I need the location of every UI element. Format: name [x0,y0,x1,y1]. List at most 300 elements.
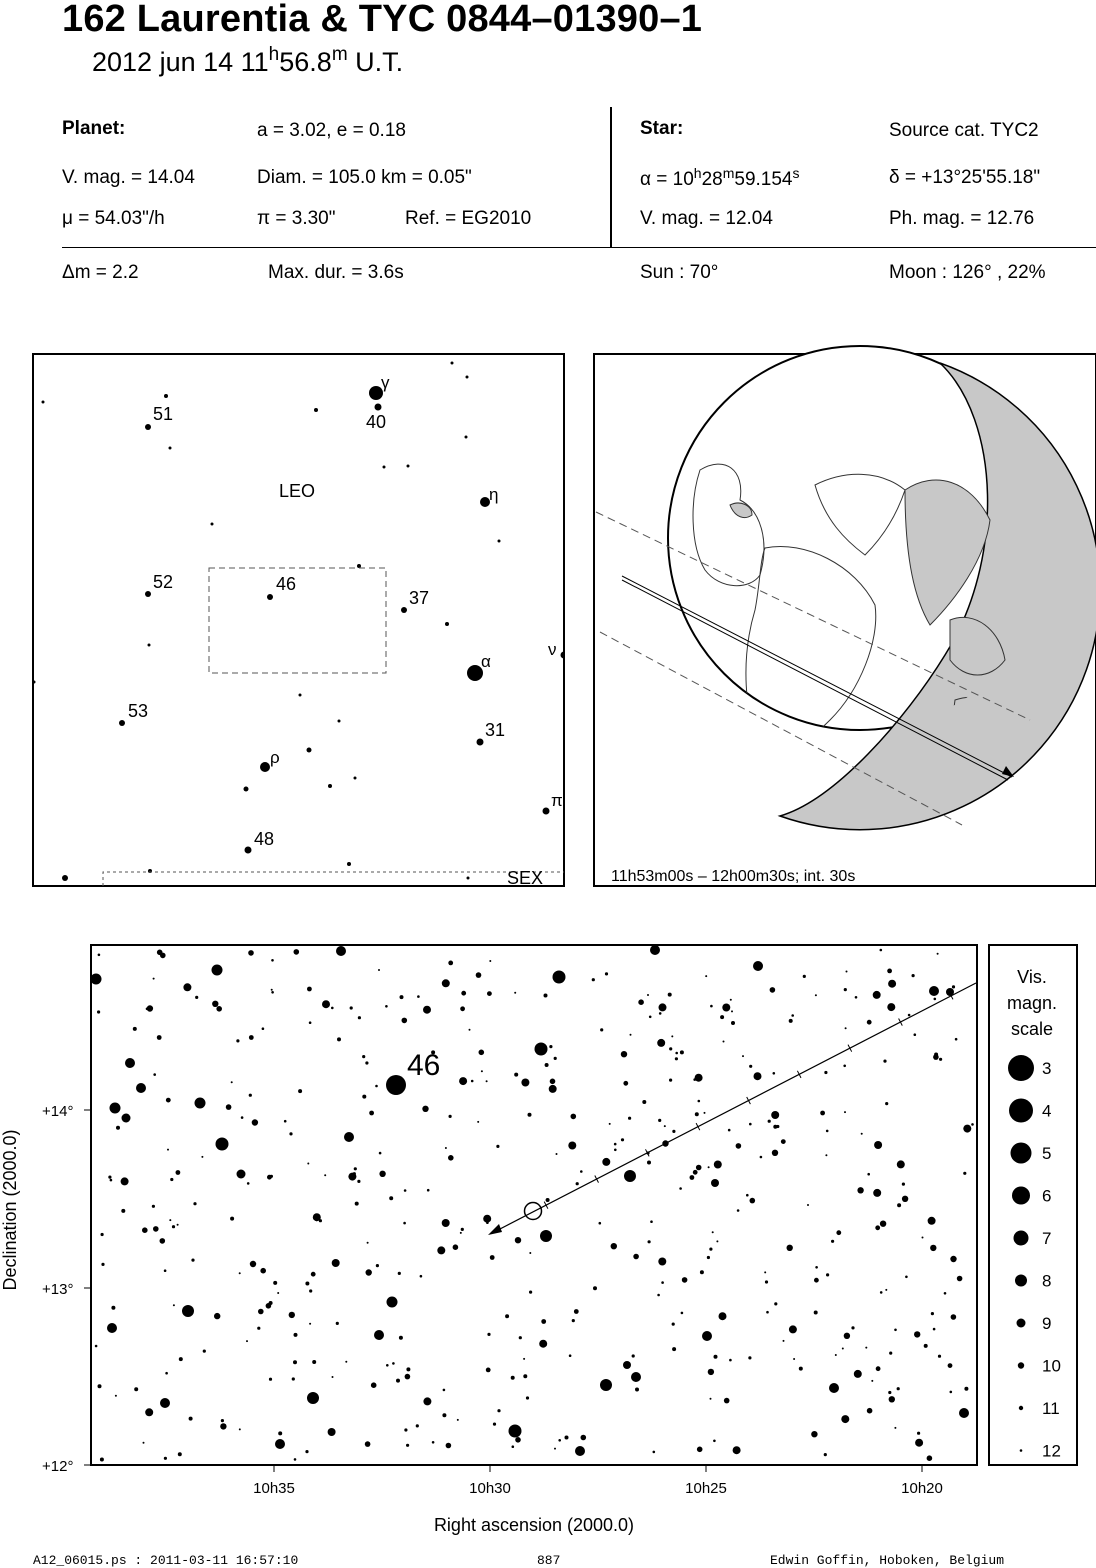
finder-star [466,376,469,379]
chart-star [350,1006,353,1009]
chart-star [831,1240,834,1243]
chart-star [865,1347,867,1349]
chart-star [469,1029,471,1031]
chart-star [880,1291,883,1294]
chart-star [108,1176,111,1179]
finder-star [169,447,172,450]
chart-star [269,1378,272,1381]
legend-magnitude-label: 8 [1042,1271,1052,1291]
star-46-label: 46 [407,1049,441,1082]
chart-star [614,1149,617,1152]
chart-star [241,1116,244,1119]
chart-star [914,1331,920,1337]
chart-star [239,1428,241,1430]
finder-label-46: 46 [276,574,297,594]
chart-star [417,995,420,998]
legend-magnitude-label: 3 [1042,1059,1052,1078]
chart-star [820,1111,825,1116]
magnitude-legend-title [1007,967,1057,1039]
chart-star [519,1336,522,1339]
star-right-ascension: $\alpha = 10^h28^m59.154^s$ [640,165,800,190]
chart-star [708,1166,710,1168]
chart-star [825,1154,827,1156]
star-chart-frame [91,945,977,1465]
chart-star [754,1072,762,1080]
chart-star [669,1079,672,1082]
finder-star [245,847,252,854]
chart-star-bright [110,1103,121,1114]
chart-star [110,1179,113,1182]
chart-star [723,1041,725,1043]
chart-star [908,1014,911,1017]
chart-star [836,1230,841,1235]
chart-star [661,1281,664,1284]
chart-star [545,1063,549,1067]
chart-star [883,1060,886,1063]
chart-star [371,1382,377,1388]
finder-labels [128,373,563,888]
chart-star [257,1327,260,1330]
globe-time-caption: 11h53m00s – 12h00m30s; int. 30s [611,868,856,885]
chart-star [880,1221,886,1227]
chart-star-bright [829,1383,839,1393]
finder-star [244,787,249,792]
chart-star [316,1219,318,1221]
chart-star [269,1301,273,1305]
chart-star [698,1100,701,1103]
chart-star [614,1143,617,1146]
chart-star [170,1178,173,1181]
chart-star [922,1237,924,1239]
chart-star [957,1276,963,1282]
chart-star [773,1072,776,1075]
chart-star [889,1352,892,1355]
chart-star [971,1123,974,1126]
chart-star [658,1119,661,1122]
chart-star [554,1448,556,1450]
chart-star [337,1037,341,1041]
chart-star [358,1016,361,1019]
chart-star-bright [195,1098,206,1109]
chart-star [336,1322,339,1325]
chart-star-bright [125,1058,135,1068]
chart-star [345,1361,347,1363]
chart-star [332,1376,334,1378]
footer-page: 887 [537,1553,561,1568]
legend-magnitude-label: 12 [1042,1441,1061,1461]
chart-star [284,1120,287,1123]
chart-star-bright [575,1446,585,1456]
chart-star [730,999,732,1001]
chart-star [568,1142,576,1150]
chart-star [867,1020,872,1025]
finder-star [445,622,449,626]
finder-star [145,591,151,597]
legend-magnitude-label: 4 [1042,1101,1052,1121]
chart-star [737,1209,740,1212]
finder-label-51: 51 [153,404,174,424]
chart-star [889,1396,895,1402]
chart-star [576,1182,579,1185]
chart-star [681,1312,684,1315]
chart-star [714,1161,722,1169]
chart-star [928,1217,936,1225]
chart-star [657,1039,665,1047]
chart-star [964,1387,968,1391]
legend-magnitude-symbol [1020,1449,1023,1452]
chart-star [432,1441,435,1444]
chart-star [546,1198,550,1202]
chart-star [826,1273,829,1276]
chart-star [489,960,491,962]
chart-star [486,1368,491,1373]
finder-star [467,877,470,880]
chart-star [490,1255,495,1260]
chart-star [844,1333,850,1339]
chart-star [403,1222,406,1225]
chart-star [178,1452,182,1456]
finder-star [401,607,407,613]
finder-star [375,404,382,411]
finder-star [260,762,270,772]
finder-label-eta: η [489,485,499,504]
chart-star [405,1374,411,1380]
chart-star [101,1263,104,1266]
chart-star [512,1445,515,1448]
chart-star [121,1209,125,1213]
chart-star [933,1328,936,1331]
magnitude-legend-items [1008,1055,1061,1461]
chart-star [101,1233,104,1236]
chart-star [955,1038,958,1041]
chart-star [642,1100,646,1104]
chart-star [844,1111,846,1113]
finder-label-alpha: α [481,652,491,671]
chart-star [443,1389,446,1392]
chart-star [854,1370,862,1378]
chart-star [939,1058,942,1061]
legend-magnitude-symbol [1008,1055,1034,1081]
chart-star [294,1458,297,1461]
chart-star [635,1388,639,1392]
finder-label-40: 40 [366,412,387,432]
chart-star [888,980,896,988]
finder-star [314,408,318,412]
chart-star-bright [702,1331,712,1341]
chart-star [799,1367,803,1371]
chart-star [445,1147,447,1149]
chart-star [931,1312,934,1315]
finder-star [407,465,410,468]
chart-star [623,1081,628,1086]
star-46 [386,1075,406,1095]
finder-star [451,362,454,365]
legend-magnitude-label: 11 [1042,1399,1060,1418]
chart-star [905,1276,908,1279]
chart-star [95,1345,98,1348]
chart-star [581,1435,587,1441]
chart-star-bright [387,1297,398,1308]
legend-magnitude-symbol [1009,1099,1033,1123]
chart-star [289,1312,295,1318]
chart-star [529,1291,532,1294]
ra-tick-label-1025: 10h25 [685,1480,727,1497]
chart-star [731,1021,735,1025]
chart-star [322,1000,330,1008]
dec-tick-label-12: +12° [42,1458,74,1475]
chart-star [558,1439,561,1442]
event-datetime: 2012 jun 14 11$^h$56.8$^m$ U.T. [92,44,404,77]
chart-star [366,1269,372,1275]
star-heading: Star: [640,118,684,139]
chart-star [912,974,915,977]
finder-star [347,862,351,866]
chart-star [166,1098,171,1103]
chart-star [461,1228,464,1231]
chart-star [250,1261,256,1267]
chart-star [212,1001,218,1007]
chart-star [278,1431,282,1435]
chart-star-bright [535,1043,548,1056]
planet-orbit: a = 3.02, e = 0.18 [257,120,406,141]
chart-star [331,1007,334,1010]
chart-star-bright [374,1330,384,1340]
chart-star [695,1074,703,1082]
chart-star [599,1222,602,1225]
chart-star [722,1004,730,1012]
chart-star [328,1428,336,1436]
chart-star [476,972,482,978]
chart-star [952,985,955,988]
chart-star [486,1080,488,1082]
chart-star [201,1156,203,1158]
chart-star [479,1050,485,1056]
chart-star [736,1143,742,1149]
chart-star [277,1292,279,1294]
chart-star [247,1182,250,1185]
legend-magnitude-symbol [1017,1319,1026,1328]
chart-star [353,1172,356,1175]
neighbor-constellation-label: SEX [507,868,544,888]
chart-star [332,1259,340,1267]
chart-star [894,1329,897,1332]
chart-star [593,1286,597,1290]
chart-star [142,1227,148,1233]
chart-star [781,1139,786,1144]
chart-star [442,979,450,987]
chart-star [526,1396,529,1399]
chart-star [861,1133,863,1135]
chart-star [712,1231,714,1233]
legend-magnitude-label: 10 [1042,1356,1061,1376]
chart-field-box [209,568,386,673]
chart-star [362,1095,366,1099]
chart-star [448,1155,454,1161]
chart-star [950,1391,953,1394]
chart-star [857,1187,863,1193]
chart-star [220,1423,226,1429]
finder-star [211,523,214,526]
chart-star [771,1111,779,1119]
chart-star-bright [344,1132,354,1142]
chart-star-bright [753,961,763,971]
chart-star [477,1121,479,1123]
chart-star [729,1359,732,1362]
chart-star [379,1152,382,1155]
chart-star [657,1294,660,1297]
chart-star [249,1094,252,1097]
finder-star [267,594,273,600]
finder-label-31: 31 [485,720,506,740]
chart-star [270,1175,273,1178]
planet-reference: Ref. = EG2010 [405,208,532,229]
planet-diameter: Diam. = 105.0 km = 0.05" [257,167,472,188]
chart-star [273,1281,277,1285]
finder-star [164,394,168,398]
chart-star [565,1436,569,1440]
chart-star [312,1360,316,1364]
star-phmag: Ph. mag. = 12.76 [889,208,1035,229]
chart-star [134,1387,138,1391]
chart-star-bright [136,1083,146,1093]
finder-star [42,401,45,404]
chart-star [422,1106,428,1112]
chart-star [826,1130,829,1133]
chart-star [948,1363,953,1368]
chart-star-bright [623,1361,631,1369]
chart-star [294,1333,298,1337]
magnitude-drop: Δm = 2.2 [62,262,139,283]
finder-label-nu: ν [548,640,557,659]
chart-star [487,1333,490,1336]
chart-star [541,1319,546,1324]
chart-star [815,994,817,996]
chart-star [523,1374,527,1378]
chart-star [311,1272,316,1277]
sun-elongation: Sun : 70° [640,262,719,283]
chart-star [389,1196,393,1200]
finder-label-53: 53 [128,701,149,721]
chart-star [554,1057,557,1060]
chart-star [874,1141,882,1149]
dec-tick-label-14: +14° [42,1103,74,1120]
chart-star [602,1158,610,1166]
chart-star [539,1340,547,1348]
chart-star [369,1111,374,1116]
chart-star [514,1073,518,1077]
chart-star [365,1441,371,1447]
legend-magnitude-label: 6 [1042,1186,1052,1206]
chart-star [815,1266,818,1269]
chart-star [824,1453,827,1456]
chart-star [714,1355,718,1359]
chart-star [309,1289,312,1292]
chart-star [365,1061,368,1064]
chart-star [682,1277,688,1283]
chart-star [153,978,155,980]
chart-star [153,1073,156,1076]
chart-star [707,1256,710,1259]
chart-star [690,1175,695,1180]
legend-title-line-1: Vis. [1017,967,1047,987]
legend-magnitude-symbol [1012,1187,1030,1205]
chart-star [143,1442,145,1444]
chart-star-bright [959,1408,969,1418]
chart-star-bright [336,946,346,956]
chart-star [668,993,672,997]
chart-star [271,959,274,962]
chart-star [658,1258,666,1266]
chart-star [487,991,492,996]
chart-star-field [91,945,974,1474]
chart-star [628,1117,631,1120]
track-arrowhead [488,1224,502,1235]
chart-star [709,1248,712,1251]
chart-star [549,1045,552,1048]
legend-magnitude-symbol [1015,1275,1027,1287]
ra-tick-label-1035: 10h35 [253,1480,295,1497]
chart-star [324,1174,326,1176]
chart-star [760,1156,763,1159]
chart-star [230,1217,234,1221]
chart-star [917,1432,920,1435]
chart-star [944,1292,947,1295]
chart-star [398,1272,401,1275]
chart-star-bright [212,965,223,976]
chart-star [770,987,776,993]
chart-star [400,995,404,999]
chart-star [459,1077,467,1085]
chart-star-bright [540,1230,552,1242]
chart-star [647,1161,651,1165]
chart-star [672,1347,676,1351]
chart-star [437,1246,445,1254]
finder-star [561,652,568,659]
chart-star [867,1408,873,1414]
chart-star [505,1314,509,1318]
chart-star [521,1079,529,1087]
chart-star [664,1125,666,1127]
chart-star [875,1225,880,1230]
chart-star [514,992,516,994]
chart-star-bright [600,1379,612,1391]
chart-star [633,1254,639,1260]
finder-star [354,777,357,780]
chart-star [549,1085,557,1093]
chart-star [773,1125,777,1129]
chart-star [845,1027,847,1029]
chart-star [173,1304,175,1306]
chart-star [716,1240,718,1242]
page-title: 162 Laurentia & TYC 0844–01390–1 [62,0,703,40]
chart-star-bright [307,1392,319,1404]
chart-star [115,1395,117,1397]
chart-star [157,1035,162,1040]
asteroid-track-line [498,983,976,1230]
chart-star [783,1340,785,1342]
chart-star [592,978,595,981]
chart-star [750,1198,756,1204]
chart-star [385,1005,388,1008]
chart-star [649,1016,652,1019]
chart-star [392,1362,395,1365]
chart-star [376,1264,379,1267]
chart-star [111,1306,115,1310]
chart-star [915,1439,923,1447]
chart-star [731,1010,733,1012]
chart-star-bright [91,974,102,985]
chart-star [406,1444,409,1447]
